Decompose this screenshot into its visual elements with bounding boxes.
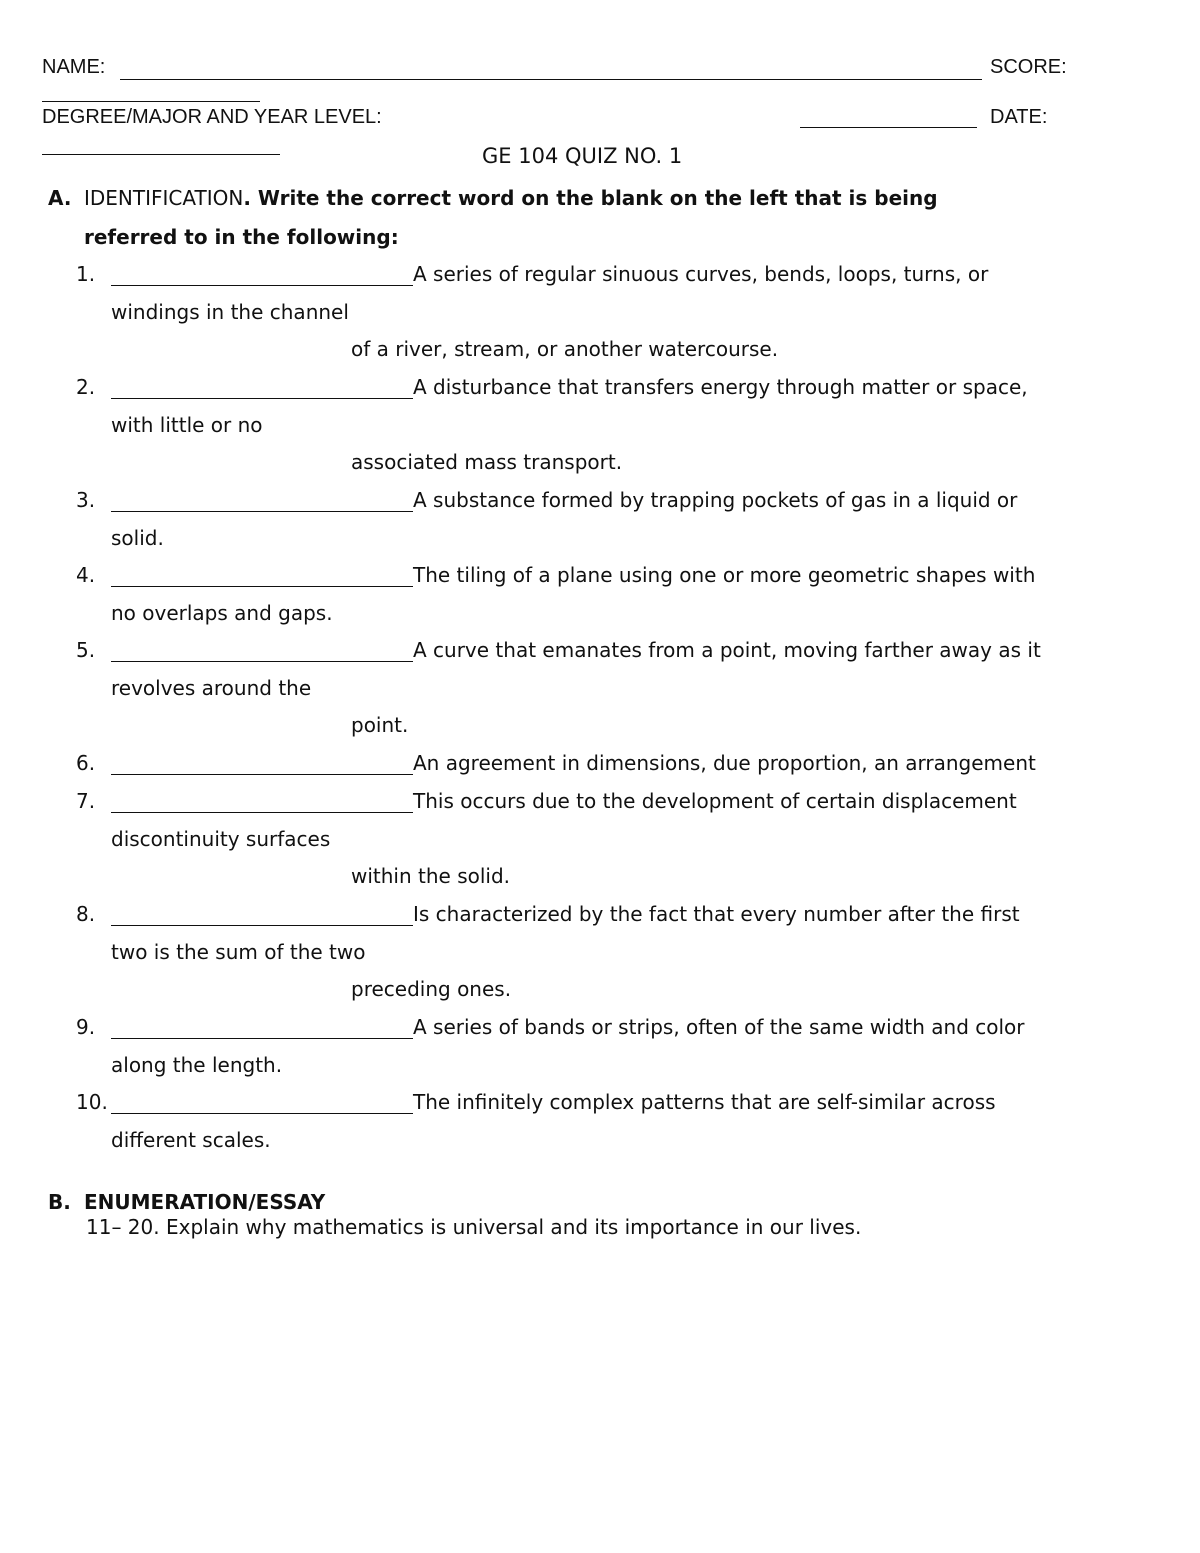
essay-item: 11– 20. Explain why mathematics is universal and its importance in our lives.: [86, 1215, 862, 1239]
answer-blank[interactable]: [111, 812, 413, 813]
question-number: 5.: [76, 638, 96, 662]
section-a-instruction: . Write the correct word on the blank on the left that is being: [243, 186, 938, 210]
question-text: An agreement in dimensions, due proportion, an arrangement: [413, 751, 1036, 775]
question-number: 10.: [76, 1090, 108, 1114]
date-label: DATE:: [990, 106, 1048, 128]
question-text-continued: point.: [351, 713, 409, 738]
section-b-heading: ENUMERATION/ESSAY: [84, 1190, 326, 1214]
section-a-heading: IDENTIFICATION: [84, 186, 244, 210]
question-number: 7.: [76, 789, 96, 813]
question-text-continued: two is the sum of the two: [111, 939, 366, 964]
question-number: 4.: [76, 563, 96, 587]
question-text: A curve that emanates from a point, moving farther away as it: [413, 638, 1041, 662]
answer-blank[interactable]: [111, 774, 413, 775]
question-text-continued: solid.: [111, 525, 164, 550]
question-text-continued: revolves around the: [111, 675, 312, 700]
question-text: The tiling of a plane using one or more geometric shapes with: [413, 563, 1036, 587]
question-number: 6.: [76, 751, 96, 775]
question-text-continued: along the length.: [111, 1052, 283, 1077]
question-text-continued: discontinuity surfaces: [111, 826, 331, 851]
section-a-instruction-2: referred to in the following:: [84, 225, 399, 249]
question-text: A disturbance that transfers energy through matter or space,: [413, 375, 1028, 399]
answer-blank[interactable]: [111, 398, 413, 399]
question-text-continued: associated mass transport.: [351, 450, 623, 475]
answer-blank[interactable]: [111, 1038, 413, 1039]
question-text-continued: preceding ones.: [351, 977, 512, 1002]
answer-blank[interactable]: [111, 1113, 413, 1114]
question-text-continued: windings in the channel: [111, 299, 349, 324]
question-text: This occurs due to the development of certain displacement: [413, 789, 1017, 813]
question-text: The infinitely complex patterns that are self-similar across: [413, 1090, 996, 1114]
question-text-continued: with little or no: [111, 412, 263, 437]
question-number: 9.: [76, 1015, 96, 1039]
answer-blank[interactable]: [111, 925, 413, 926]
page-title: GE 104 QUIZ NO. 1: [482, 144, 683, 168]
name-label: NAME:: [42, 56, 106, 78]
date-blank[interactable]: [42, 154, 280, 155]
question-text-continued: of a river, stream, or another watercourse.: [351, 337, 779, 362]
section-a-letter: A.: [48, 186, 72, 210]
question-text: A series of regular sinuous curves, bends, loops, turns, or: [413, 262, 989, 286]
question-number: 2.: [76, 375, 96, 399]
question-number: 3.: [76, 488, 96, 512]
question-text-continued: different scales.: [111, 1127, 271, 1152]
name-blank[interactable]: [120, 79, 982, 80]
question-text: A series of bands or strips, often of the same width and color: [413, 1015, 1025, 1039]
section-b-letter: B.: [48, 1190, 71, 1214]
score-blank[interactable]: [42, 101, 260, 102]
degree-label: DEGREE/MAJOR AND YEAR LEVEL:: [42, 106, 382, 128]
answer-blank[interactable]: [111, 586, 413, 587]
question-number: 8.: [76, 902, 96, 926]
answer-blank[interactable]: [111, 511, 413, 512]
question-text-continued: no overlaps and gaps.: [111, 600, 333, 625]
answer-blank[interactable]: [111, 285, 413, 286]
question-number: 1.: [76, 262, 96, 286]
question-text-continued: within the solid.: [351, 864, 511, 889]
question-text: A substance formed by trapping pockets of gas in a liquid or: [413, 488, 1018, 512]
degree-blank[interactable]: [800, 127, 977, 128]
section-a-heading-line: [84, 186, 938, 210]
question-text: Is characterized by the fact that every number after the first: [413, 902, 1020, 926]
answer-blank[interactable]: [111, 661, 413, 662]
score-label: SCORE:: [990, 56, 1067, 78]
